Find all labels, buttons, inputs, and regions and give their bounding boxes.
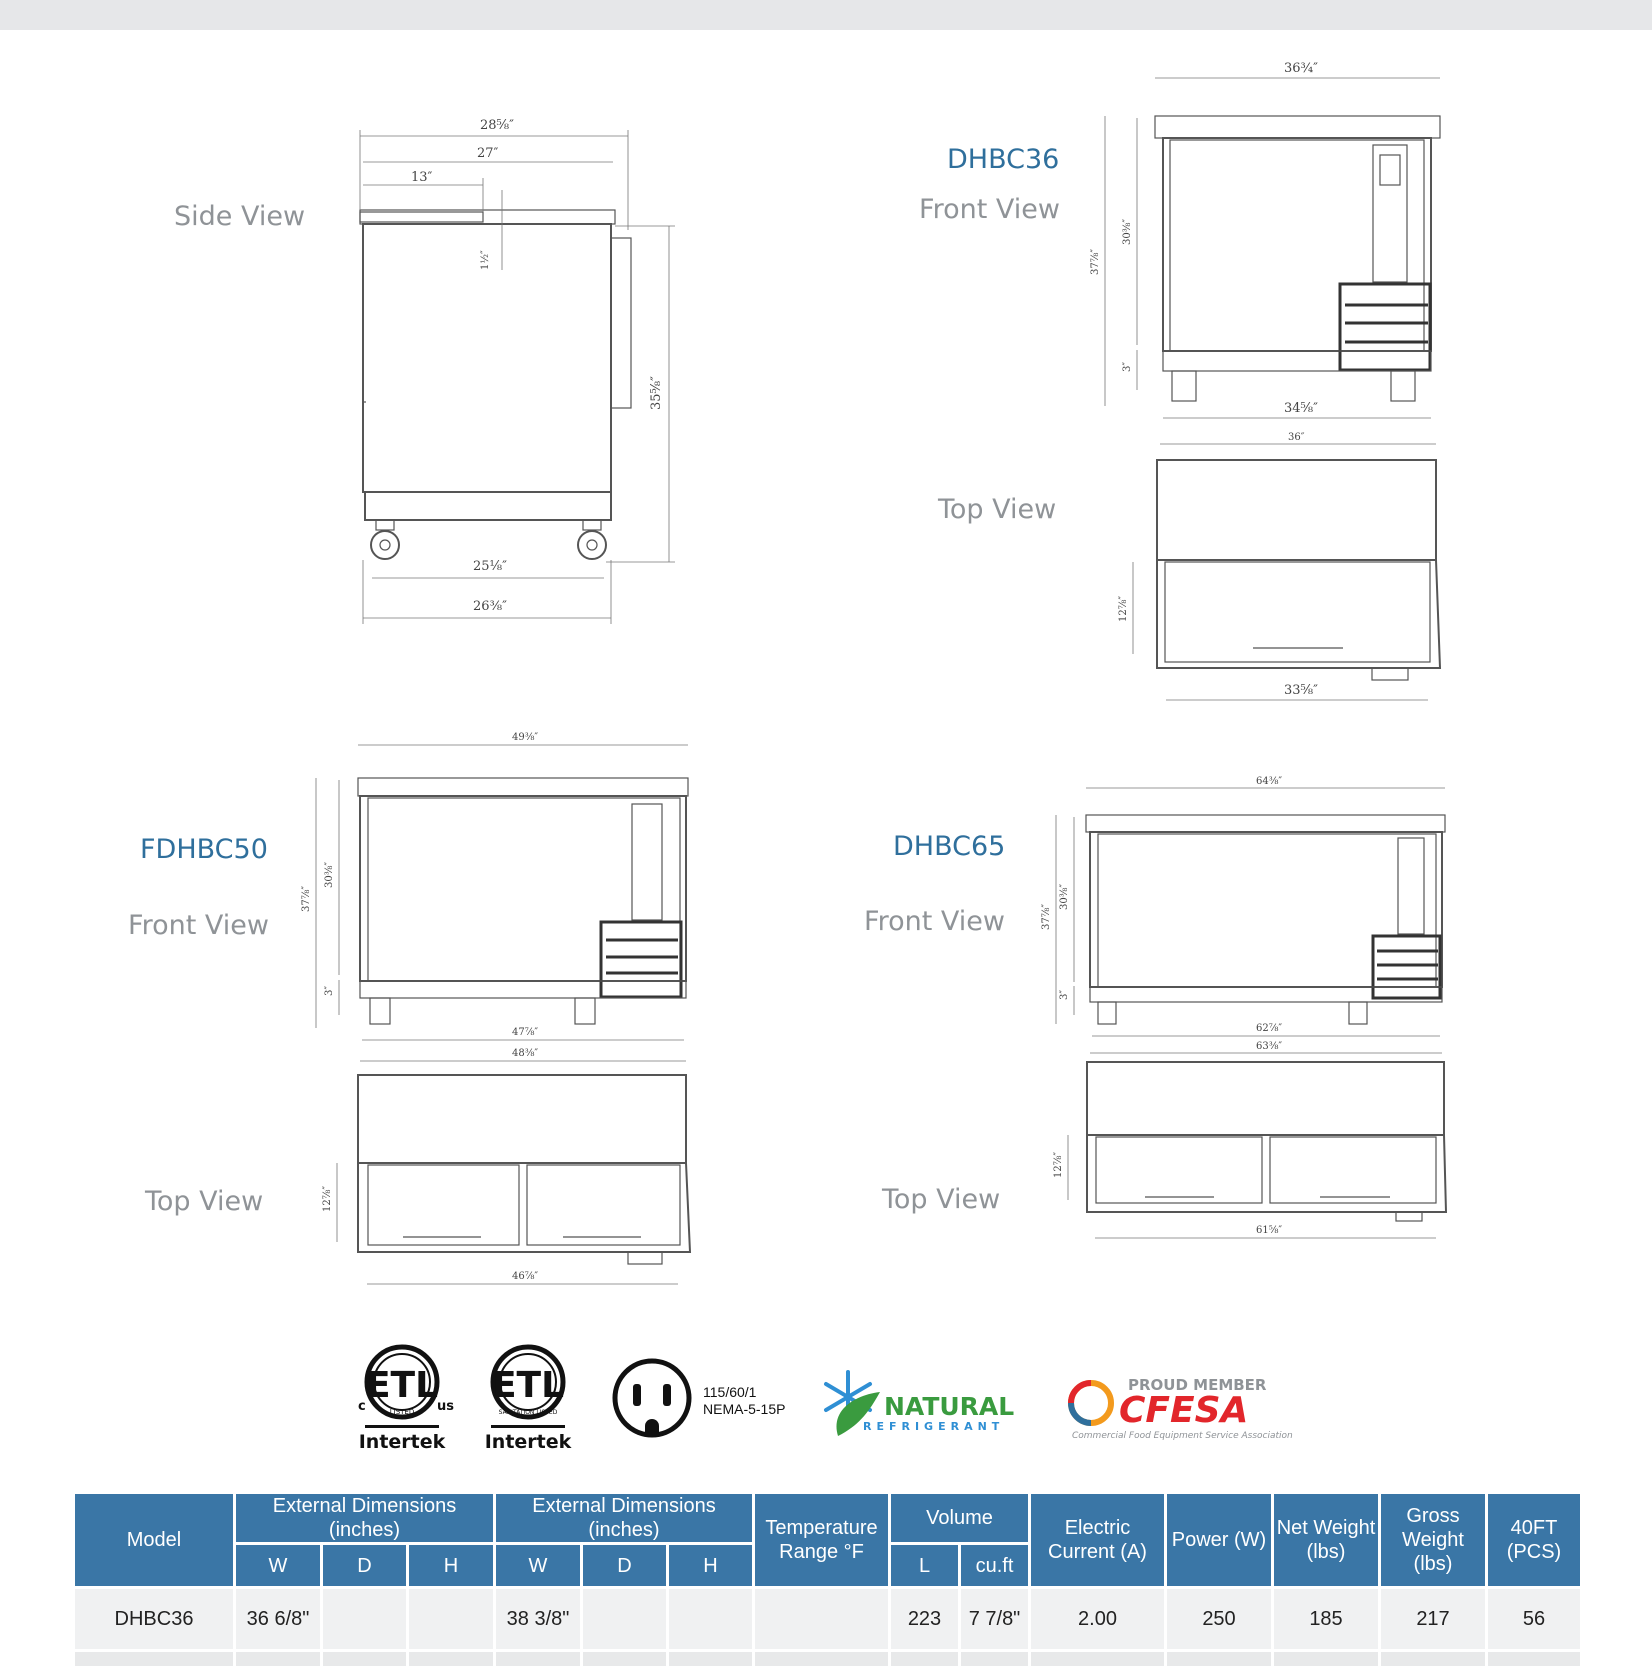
intertek-label-1: Intertek xyxy=(359,1431,446,1453)
fdhbc50-top-view-label: Top View xyxy=(144,1186,263,1217)
header-power: Power (W) xyxy=(1166,1493,1273,1588)
proud-member-text: PROUD MEMBER xyxy=(1128,1376,1267,1394)
etl-sanitation-logo xyxy=(485,1347,572,1453)
header-net-weight: Net Weight (lbs) xyxy=(1273,1493,1380,1588)
etl-mark-1: ETL xyxy=(366,1365,438,1406)
cell-temp xyxy=(754,1588,890,1651)
sanitation-listed-text: SANITATION LISTED xyxy=(499,1409,558,1416)
cfesa-full-text: Commercial Food Equipment Service Association xyxy=(1072,1431,1293,1441)
header-d2: D xyxy=(582,1544,668,1588)
side-height: 35⅝″ xyxy=(649,376,664,410)
spec-table xyxy=(72,1491,1583,1666)
header-cuft: cu.ft xyxy=(960,1544,1030,1588)
dhbc36-body-height: 30⅜″ xyxy=(1122,219,1133,245)
dhbc65-model-label: DHBC65 xyxy=(893,831,1005,862)
cell-w1: 36 6/8" xyxy=(235,1588,322,1651)
cell-pcs: 56 xyxy=(1487,1588,1582,1651)
dhbc65-top-width: 64⅜″ xyxy=(1256,776,1282,787)
side-overall-width: 28⅝″ xyxy=(480,118,514,133)
side-view-label: Side View xyxy=(174,201,305,232)
header-w1: W xyxy=(235,1544,322,1588)
header-ext-dims-2: External Dimensions (inches) xyxy=(495,1493,754,1544)
plug-voltage: 115/60/1 xyxy=(703,1384,757,1400)
dhbc36-top-width: 36¾″ xyxy=(1284,61,1318,76)
dhbc36-top-depth: 12⅞″ xyxy=(1118,596,1129,622)
intertek-label-2: Intertek xyxy=(485,1431,572,1453)
dhbc65-top-inner: 61⅝″ xyxy=(1256,1225,1282,1236)
cfesa-logo xyxy=(1071,1376,1293,1441)
table-row xyxy=(74,1588,1582,1651)
cell-net: 185 xyxy=(1273,1588,1380,1651)
header-h1: H xyxy=(408,1544,495,1588)
dhbc36-leg-height: 3″ xyxy=(1122,362,1133,372)
dhbc65-front-view-label: Front View xyxy=(864,906,1005,937)
header-l: L xyxy=(890,1544,960,1588)
side-view-drawing xyxy=(174,118,675,624)
dhbc36-width: 36″ xyxy=(1288,432,1305,443)
nema-plug-icon xyxy=(615,1361,785,1435)
fdhbc50-top-inner: 46⅞″ xyxy=(512,1271,538,1282)
dhbc65-width: 63⅜″ xyxy=(1256,1041,1282,1052)
fdhbc50-leg-height: 3″ xyxy=(324,986,335,996)
cell-d1 xyxy=(322,1588,408,1651)
dhbc65-top-depth: 12⅞″ xyxy=(1053,1152,1064,1178)
etl-c: c xyxy=(358,1399,366,1414)
dhbc36-front-view-label: Front View xyxy=(919,194,1060,225)
header-electric-current: Electric Current (A) xyxy=(1030,1493,1166,1588)
fdhbc50-total-height: 37⅞″ xyxy=(301,886,312,912)
cell-cuft: 7 7/8" xyxy=(960,1588,1030,1651)
header-d1: D xyxy=(322,1544,408,1588)
header-container: 40FT (PCS) xyxy=(1487,1493,1582,1588)
dhbc65-top-view-label: Top View xyxy=(881,1184,1000,1215)
plug-type: NEMA-5-15P xyxy=(703,1401,785,1417)
dhbc65-total-height: 37⅞″ xyxy=(1041,904,1052,930)
etl-us: us xyxy=(437,1399,454,1414)
fdhbc50-top-depth: 12⅞″ xyxy=(322,1186,333,1212)
refrigerant-text: REFRIGERANT xyxy=(863,1420,1004,1433)
header-w2: W xyxy=(495,1544,582,1588)
header-temp-range: Temperature Range °F xyxy=(754,1493,890,1588)
fdhbc50-drawing xyxy=(128,732,690,1284)
cfesa-text: CFESA xyxy=(1119,1390,1248,1431)
header-h2: H xyxy=(668,1544,754,1588)
fdhbc50-body-height: 30⅜″ xyxy=(324,862,335,888)
cell-current: 2.00 xyxy=(1030,1588,1166,1651)
cell-gross: 217 xyxy=(1380,1588,1487,1651)
dhbc36-top-view-label: Top View xyxy=(937,494,1056,525)
natural-refrigerant-logo xyxy=(826,1372,1014,1436)
cell-d2 xyxy=(582,1588,668,1651)
side-base-width: 26⅜″ xyxy=(473,599,507,614)
cell-h1 xyxy=(408,1588,495,1651)
side-top-width: 27″ xyxy=(477,146,499,161)
fdhbc50-top-width: 49⅜″ xyxy=(512,732,538,743)
table-row-partial xyxy=(74,1651,1582,1666)
side-lid-width: 13″ xyxy=(411,170,433,185)
header-model: Model xyxy=(74,1493,235,1588)
cell-l: 223 xyxy=(890,1588,960,1651)
cell-power: 250 xyxy=(1166,1588,1273,1651)
dhbc36-top-inner: 33⅝″ xyxy=(1284,683,1318,698)
dhbc36-drawing xyxy=(919,61,1440,700)
dhbc36-inner-width: 34⅝″ xyxy=(1284,401,1318,416)
side-lid-height: 1½″ xyxy=(480,250,491,270)
header-volume: Volume xyxy=(890,1493,1030,1544)
fdhbc50-inner-width: 47⅞″ xyxy=(512,1027,538,1038)
dhbc36-model-label: DHBC36 xyxy=(947,144,1059,175)
natural-text: NATURAL xyxy=(884,1392,1014,1421)
fdhbc50-front-view-label: Front View xyxy=(128,910,269,941)
etl-listed-logo xyxy=(358,1347,454,1453)
header-ext-dims-1: External Dimensions (inches) xyxy=(235,1493,495,1544)
dhbc65-drawing xyxy=(864,776,1446,1238)
fdhbc50-model-label: FDHBC50 xyxy=(140,834,268,865)
dhbc65-leg-height: 3″ xyxy=(1059,990,1070,1000)
etl-listed-text: LISTED xyxy=(390,1408,415,1416)
cell-w2: 38 3/8" xyxy=(495,1588,582,1651)
dhbc65-inner-width: 62⅞″ xyxy=(1256,1023,1282,1034)
cell-model: DHBC36 xyxy=(74,1588,235,1651)
cell-h2 xyxy=(668,1588,754,1651)
side-caster-width: 25⅛″ xyxy=(473,559,507,574)
etl-mark-2: ETL xyxy=(492,1365,564,1406)
fdhbc50-width: 48⅜″ xyxy=(512,1048,538,1059)
header-gross-weight: Gross Weight (lbs) xyxy=(1380,1493,1487,1588)
dhbc36-total-height: 37⅞″ xyxy=(1090,249,1101,275)
dhbc65-body-height: 30⅜″ xyxy=(1059,884,1070,910)
